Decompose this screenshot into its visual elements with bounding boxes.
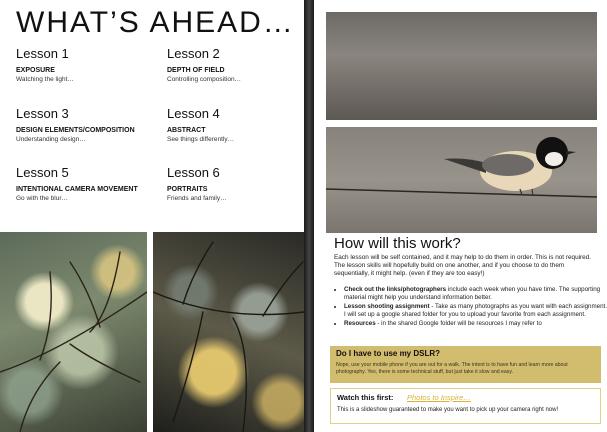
- lesson-number: Lesson 5: [16, 165, 69, 180]
- lesson-3: [16, 106, 156, 143]
- lesson-name: PORTRAITS: [167, 186, 208, 193]
- bokeh-branches-photo-left: [0, 232, 147, 432]
- lesson-name: DESIGN ELEMENTS/COMPOSITION: [16, 127, 135, 134]
- lesson-number: Lesson 3: [16, 106, 69, 121]
- dslr-callout-box: [330, 346, 601, 383]
- lesson-number: Lesson 1: [16, 46, 69, 61]
- lesson-desc: See things differently…: [167, 136, 235, 143]
- bokeh-branches-photo-right: [153, 232, 304, 432]
- section-heading: How will this work?: [334, 235, 461, 252]
- lesson-6: [167, 165, 304, 202]
- intro-paragraph: Each lesson will be self contained, and it may help to do them in order. This is not required. The lesson skills will hopefully build on one another, and if you choose to do them sequentially, it might help. (even if they are too easy!): [334, 254, 592, 278]
- photos-to-inspire-link[interactable]: Photos to Inspire…: [407, 393, 471, 402]
- lesson-desc: Go with the blur…: [16, 195, 69, 202]
- bullet-text: - Take as many photographs as you want with each assignment. I will set up a google shared folder for you to upload your favorite from each assignment.: [344, 303, 607, 318]
- lesson-1: [16, 46, 156, 83]
- list-item: [344, 286, 607, 302]
- watch-first-box: [330, 388, 601, 424]
- lesson-5: [16, 165, 156, 202]
- spread-gutter: [304, 0, 314, 432]
- right-page: [314, 0, 607, 432]
- lesson-number: Lesson 4: [167, 106, 220, 121]
- page-title: WHAT’S AHEAD…: [16, 6, 295, 39]
- lesson-2: [167, 46, 304, 83]
- chickadee-photo: [326, 127, 597, 233]
- callout-question: Do I have to use my DSLR?: [336, 349, 441, 358]
- lesson-name: INTENTIONAL CAMERA MOVEMENT: [16, 186, 138, 193]
- lesson-name: EXPOSURE: [16, 67, 55, 74]
- branches-drawing: [0, 232, 147, 432]
- callout-answer: Nope, use your mobile phone if you are out for a walk. The intent is to have fun and learn more about photography. Yes, there is some technical stuff, but just take it slow and easy.: [336, 362, 568, 375]
- blurred-photo: [326, 12, 597, 120]
- lesson-desc: Understanding design…: [16, 136, 86, 143]
- info-bullet-list: [334, 286, 607, 329]
- branches-drawing: [153, 232, 304, 432]
- bullet-bold: Resources: [344, 320, 376, 327]
- lesson-desc: Controlling composition…: [167, 76, 242, 83]
- chickadee-drawing: [326, 127, 597, 233]
- watch-label: Watch this first:: [337, 393, 394, 402]
- list-item: [344, 320, 607, 328]
- lesson-name: DEPTH OF FIELD: [167, 67, 225, 74]
- lesson-4: [167, 106, 304, 143]
- bullet-text: - in the shared Google folder will be resources I may refer to: [375, 320, 542, 327]
- lesson-desc: Friends and family…: [167, 195, 227, 202]
- list-item: [344, 303, 607, 319]
- bullet-text: include each week when you have time. The supporting material might help you understand information better.: [344, 286, 601, 301]
- watch-description: This is a slideshow guaranteed to make you want to pick up your camera right now!: [337, 407, 559, 413]
- lesson-name: ABSTRACT: [167, 127, 206, 134]
- lesson-desc: Watching the light…: [16, 76, 74, 83]
- lesson-number: Lesson 6: [167, 165, 220, 180]
- bullet-bold: Check out the links/photographers: [344, 286, 447, 293]
- lesson-number: Lesson 2: [167, 46, 220, 61]
- bullet-bold: Lesson shooting assignment: [344, 303, 430, 310]
